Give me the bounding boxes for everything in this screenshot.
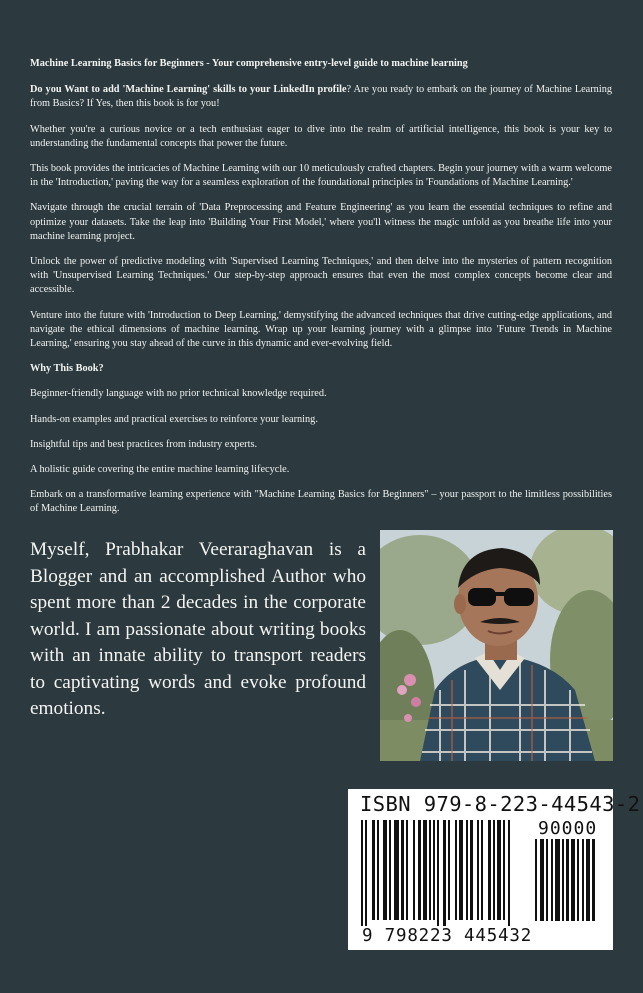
barcode-bar xyxy=(383,820,387,920)
barcode-bar xyxy=(546,839,548,921)
barcode-bar xyxy=(418,820,421,920)
barcode-bar xyxy=(394,820,399,920)
barcode-bar xyxy=(361,820,363,926)
barcode-bar xyxy=(481,820,483,920)
blurb-question-rest: ? Are you ready to embark on the journey of Machine Learning from Basics? If Yes, then this book is for you! xyxy=(30,84,612,110)
barcode-bar xyxy=(566,839,569,921)
blurb-paragraph: Unlock the power of predictive modeling with 'Supervised Learning Techniques,' and then delve into the mysteries of pattern recognition with 'Unsupervised Learning Techniques.' Our step-by-step approach ensures that even the most complex concepts become clear and accessible. xyxy=(30,256,612,296)
isbn-label: ISBN 979-8-223-44543-2 xyxy=(360,792,641,816)
author-bio: Myself, Prabhakar Veeraraghavan is a Blogger and an accomplished Author who spent more than 2 decades in the corporate world. I am passionate about writing books with an innate ability to transport readers to captivating words and evoke profound emotions. xyxy=(30,539,366,719)
barcode-bar xyxy=(372,820,375,920)
barcode-bar xyxy=(497,820,501,920)
benefit-item: Hands-on examples and practical exercises to reinforce your learning. xyxy=(30,413,318,425)
barcode-bar xyxy=(365,820,367,926)
barcode-bar xyxy=(586,839,590,921)
blurb-paragraph: Navigate through the crucial terrain of 'Data Preprocessing and Feature Engineering' as you learn the essential techniques to refine and optimize your datasets. Take the leap into 'Building Your First Model,' where you'll witness the magic unfold as you breathe life into your machine learning project. xyxy=(30,202,612,242)
barcode-bar xyxy=(508,820,510,926)
barcode-bar xyxy=(406,820,408,920)
barcode-bar xyxy=(540,839,544,921)
barcode-bar xyxy=(582,839,584,921)
barcode-bar xyxy=(592,839,595,921)
blurb-paragraph: Whether you're a curious novice or a tech enthusiast eager to dive into the realm of artificial intelligence, this book is your key to understanding the fundamental concepts that power the future. xyxy=(30,123,612,149)
barcode-bar xyxy=(477,820,479,920)
ean-number: 9 798223 445432 xyxy=(362,926,533,946)
barcode-bar xyxy=(571,839,575,921)
barcode-bar xyxy=(459,820,463,920)
ean-barcode-bars xyxy=(361,820,529,926)
author-photo xyxy=(380,530,613,761)
barcode-bar xyxy=(493,820,495,920)
blurb-paragraph: This book provides the intricacies of Machine Learning with our 10 meticulously crafted chapters. Begin your journey with a warm welcome in the 'Introduction,' paving the way for a seamless exploration of the foundational principles in 'Foundations of Machine Learning.' xyxy=(30,163,612,189)
barcode-bar xyxy=(503,820,505,920)
barcode-bar xyxy=(535,839,537,921)
benefit-item: A holistic guide covering the entire machine learning lifecycle. xyxy=(30,464,290,476)
why-heading: Why This Book? xyxy=(30,363,104,375)
barcode-bar xyxy=(448,820,450,920)
barcode-bar xyxy=(433,820,435,920)
blurb-question xyxy=(30,83,612,111)
barcode-bar xyxy=(555,839,560,921)
barcode-bar xyxy=(377,820,379,920)
barcode-bar xyxy=(455,820,457,920)
barcode-bar xyxy=(423,820,427,920)
addon-barcode-bars xyxy=(535,839,601,926)
barcode-bar xyxy=(401,820,404,920)
barcode-bar xyxy=(443,820,446,926)
barcode-bar xyxy=(577,839,579,921)
blurb-closing: Embark on a transformative learning experience with "Machine Learning Basics for Beginners" – your passport to the limitless possibilities of Machine Learning. xyxy=(30,489,612,515)
author-photo-illustration xyxy=(380,530,613,761)
blurb-question-bold: Do you Want to add 'Machine Learning' skills to your LinkedIn profile xyxy=(30,84,347,96)
blurb-paragraph: Venture into the future with 'Introduction to Deep Learning,' demystifying the advanced techniques that drive cutting-edge applications, and navigate the ethical dimensions of machine learning. Wrap up your learning journey with a glimpse into 'Future Trends in Machine Learning,' ensuring you stay ahead of the curve in this dynamic and ever-evolving field. xyxy=(30,309,612,350)
blurb-title: Machine Learning Basics for Beginners - Your comprehensive entry-level guide to machine learning xyxy=(30,58,468,69)
barcode-bar xyxy=(437,820,439,926)
back-cover-blurb xyxy=(30,57,612,528)
barcode-bar xyxy=(551,839,553,921)
isbn-barcode xyxy=(348,789,641,950)
benefit-item: Insightful tips and best practices from industry experts. xyxy=(30,438,258,450)
barcode-bar xyxy=(470,820,473,920)
barcode-bar xyxy=(413,820,415,920)
barcode-bar xyxy=(429,820,431,920)
price-code: 90000 xyxy=(538,818,598,839)
benefit-item: Beginner-friendly language with no prior technical knowledge required. xyxy=(30,388,327,400)
barcode-bar xyxy=(488,820,491,920)
barcode-bar xyxy=(389,820,391,920)
barcode-bar xyxy=(466,820,468,920)
barcode-bar xyxy=(562,839,564,921)
